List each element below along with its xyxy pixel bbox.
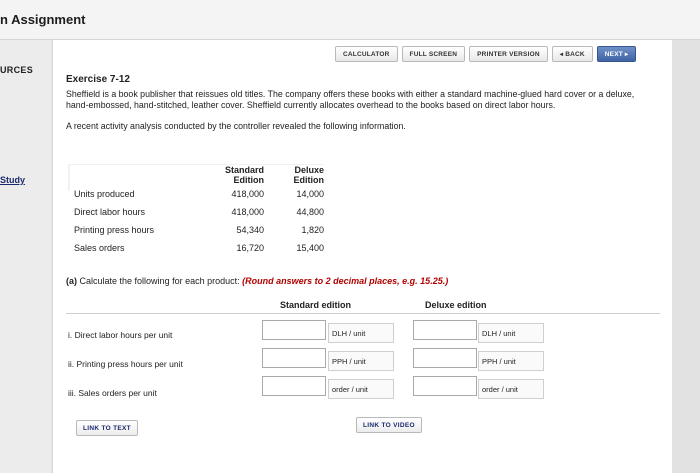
deluxe-pph-input[interactable] — [413, 348, 477, 368]
table-row — [70, 221, 324, 239]
top-bar — [0, 0, 700, 40]
deluxe-value: 1,820 — [301, 225, 324, 235]
deluxe-orders-input[interactable] — [413, 376, 477, 396]
next-button[interactable]: NEXT ▸ — [597, 46, 637, 62]
printer-version-button[interactable]: PRINTER VERSION — [469, 46, 548, 62]
rounding-instruction: (Round answers to 2 decimal places, e.g. 15.25.) — [242, 276, 449, 286]
table-row — [70, 239, 324, 257]
calculator-button[interactable]: CALCULATOR — [335, 46, 398, 62]
standard-edition-header — [180, 165, 264, 185]
answer-row-label: i. Direct labor hours per unit — [68, 330, 173, 340]
part-a-text: Calculate the following for each product: — [79, 276, 240, 286]
activity-table — [70, 165, 324, 257]
standard-header-line-2: Edition — [233, 175, 264, 185]
deluxe-dlh-input[interactable] — [413, 320, 477, 340]
standard-orders-unit: order / unit — [328, 379, 394, 399]
exercise-intro: A recent activity analysis conducted by the controller revealed the following information. — [66, 121, 406, 131]
standard-value: 418,000 — [231, 207, 264, 217]
activity-table-header — [70, 165, 324, 185]
part-a-prefix: (a) — [66, 276, 77, 286]
standard-orders-input[interactable] — [262, 376, 326, 396]
table-row — [70, 185, 324, 203]
standard-pph-unit: PPH / unit — [328, 351, 394, 371]
exercise-title: Exercise 7-12 — [66, 74, 130, 85]
answer-row-label: ii. Printing press hours per unit — [68, 359, 183, 369]
link-to-video-button[interactable]: LINK TO VIDEO — [356, 417, 422, 433]
link-to-text-button[interactable]: LINK TO TEXT — [76, 420, 138, 436]
deluxe-value: 14,000 — [296, 189, 324, 199]
standard-dlh-input[interactable] — [262, 320, 326, 340]
column-divider — [66, 313, 660, 314]
row-label: Sales orders — [74, 243, 125, 253]
part-a-prompt — [66, 276, 448, 286]
standard-value: 418,000 — [231, 189, 264, 199]
standard-header-line-1: Standard — [224, 165, 264, 175]
back-button[interactable]: ◂ BACK — [552, 46, 593, 62]
exercise-content — [66, 74, 666, 132]
assignment-title: n Assignment — [0, 12, 86, 27]
deluxe-dlh-unit: DLH / unit — [478, 323, 544, 343]
deluxe-edition-column-header: Deluxe edition — [425, 300, 487, 310]
resources-heading: URCES — [0, 65, 34, 75]
standard-dlh-unit: DLH / unit — [328, 323, 394, 343]
deluxe-value: 44,800 — [296, 207, 324, 217]
left-sidebar — [0, 40, 50, 473]
right-gutter — [672, 40, 700, 473]
deluxe-pph-unit: PPH / unit — [478, 351, 544, 371]
standard-value: 54,340 — [236, 225, 264, 235]
standard-pph-input[interactable] — [262, 348, 326, 368]
standard-edition-column-header: Standard edition — [280, 300, 352, 310]
exercise-text: Sheffield is a book publisher that reissues old titles. The company offers these books with either a standard machine-glued hard cover or a deluxe, hand-embossed, hand-stitched, leather cover. Sheffield currently allocates overhead to the books based on direct labor hours. — [66, 89, 635, 110]
answer-row-label: iii. Sales orders per unit — [68, 388, 157, 398]
row-label: Units produced — [74, 189, 135, 199]
toolbar — [335, 46, 636, 62]
study-link[interactable] — [0, 175, 25, 185]
deluxe-header-line-1: Deluxe — [294, 165, 324, 175]
deluxe-value: 15,400 — [296, 243, 324, 253]
deluxe-header-line-2: Edition — [293, 175, 324, 185]
full-screen-button[interactable]: FULL SCREEN — [402, 46, 466, 62]
deluxe-orders-unit: order / unit — [478, 379, 544, 399]
study-link-label[interactable]: Study — [0, 175, 26, 185]
row-label: Printing press hours — [74, 225, 155, 235]
row-label: Direct labor hours — [74, 207, 146, 217]
deluxe-edition-header — [264, 165, 324, 185]
standard-value: 16,720 — [236, 243, 264, 253]
table-row — [70, 203, 324, 221]
activity-header-blank — [70, 165, 180, 185]
